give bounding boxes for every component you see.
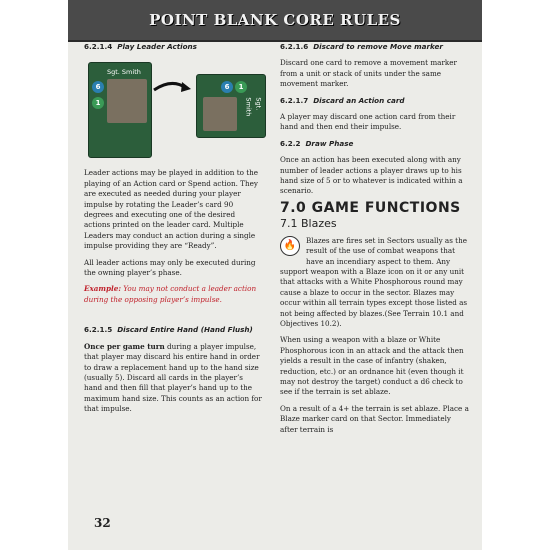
paragraph: All leader actions may only be executed during the owning player’s phase. bbox=[84, 257, 256, 278]
card-badge: 6 bbox=[221, 81, 233, 93]
section-title: Discard Entire Hand (Hand Flush) bbox=[117, 325, 253, 335]
page-number: 32 bbox=[94, 516, 111, 530]
section-heading-6-2-1-6 bbox=[280, 42, 470, 52]
paragraph: A player may discard one action card from their hand and then end their impulse. bbox=[280, 112, 456, 132]
example-note bbox=[84, 284, 262, 305]
paragraph bbox=[84, 342, 262, 415]
card-name: Sgt. Smith bbox=[244, 97, 263, 117]
paragraph bbox=[280, 236, 470, 330]
paragraph: On a result of a 4+ the terrain is set ablaze. Place a Blaze marker card on that Sector. Immediately after terrain is bbox=[280, 403, 469, 434]
paragraph-text: Blazes are fires set in Sectors usually as the result of the use of combat weapons that have an incendiary aspect to them. Any support weapon with a Blaze icon on it or any unit that attacks with a White Phosphorous round may cause a blaze to occur in the sector. Blazes may occur within all terrain types except those listed as not being affected by blazes.(See Terrain 10.1 and Objectives 10.2). bbox=[280, 235, 468, 328]
section-number: 6.2.1.4 bbox=[84, 42, 113, 51]
right-column bbox=[280, 42, 470, 441]
card-badge: 1 bbox=[235, 81, 247, 93]
section-heading-6-2-1-4 bbox=[84, 42, 262, 52]
section-number: 6.2.1.6 bbox=[280, 42, 309, 51]
card-name: Sgt. Smith bbox=[107, 68, 141, 77]
left-column bbox=[84, 42, 262, 421]
rulebook-page bbox=[68, 0, 482, 550]
section-number: 6.2.2 bbox=[280, 138, 301, 148]
bold-lead: Once per game turn bbox=[84, 341, 165, 351]
paragraph-text: during a player impulse, that player may discard his entire hand in order to draw a replacement hand up to the hand size (usually 5). Discard all cards in the player’s hand and then fill that player’s hand up to the maximum hand size. This counts as an action for that impulse. bbox=[84, 341, 262, 414]
paragraph: When using a weapon with a blaze or White Phosphorous icon in an attack and the attack then yields a result in the case of infantry (shaken, reduction, etc.) or an ordnance hit (even though it may not destroy the target) conduct a d6 check to see if the terrain is set ablaze. bbox=[280, 335, 464, 397]
section-title: Discard to remove Move marker bbox=[313, 42, 443, 51]
paragraph: Once an action has been executed along with any number of leader actions a player draws up to his hand size of 5 or to whatever is indicated within a scenario. bbox=[280, 155, 463, 196]
soldier-portrait bbox=[203, 97, 237, 131]
paragraph: Discard one card to remove a movement marker from a unit or stack of units under the same movement marker. bbox=[280, 58, 457, 89]
example-label: Example: bbox=[84, 284, 122, 294]
example-text: You may not conduct a leader action during the opposing player’s impulse. bbox=[84, 284, 257, 304]
banner-title: POINT BLANK CORE RULES bbox=[149, 11, 401, 29]
card-badge: 1 bbox=[92, 97, 104, 109]
blaze-icon: 🔥 bbox=[280, 236, 300, 256]
leader-card-illustration bbox=[84, 58, 264, 158]
card-badge: 6 bbox=[92, 81, 104, 93]
section-title: Draw Phase bbox=[305, 138, 354, 148]
section-heading-7-1: 7.1 Blazes bbox=[280, 217, 337, 231]
section-heading-6-2-2 bbox=[280, 139, 470, 149]
leader-card-rotated bbox=[196, 74, 266, 138]
soldier-portrait bbox=[107, 79, 147, 123]
page-banner bbox=[68, 0, 482, 42]
rotate-arrow-icon bbox=[152, 80, 192, 94]
paragraph: Leader actions may be played in addition to the playing of an Action card or Spend action. They are executed as needed during your player impulse by rotating the Leader’s card 90 degrees and executing one of the desired actions printed on the leader card. Multiple Leaders may conduct an action during a single impulse providing they are “Ready”. bbox=[84, 168, 258, 251]
section-heading-6-2-1-7 bbox=[280, 96, 470, 106]
section-number: 6.2.1.5 bbox=[84, 325, 113, 335]
section-number: 6.2.1.7 bbox=[280, 95, 309, 105]
chapter-heading: 7.0 GAME FUNCTIONS bbox=[280, 199, 461, 216]
section-heading-6-2-1-5 bbox=[84, 325, 262, 335]
section-title: Play Leader Actions bbox=[117, 42, 197, 51]
leader-card-upright bbox=[88, 62, 152, 158]
section-title: Discard an Action card bbox=[313, 95, 405, 105]
